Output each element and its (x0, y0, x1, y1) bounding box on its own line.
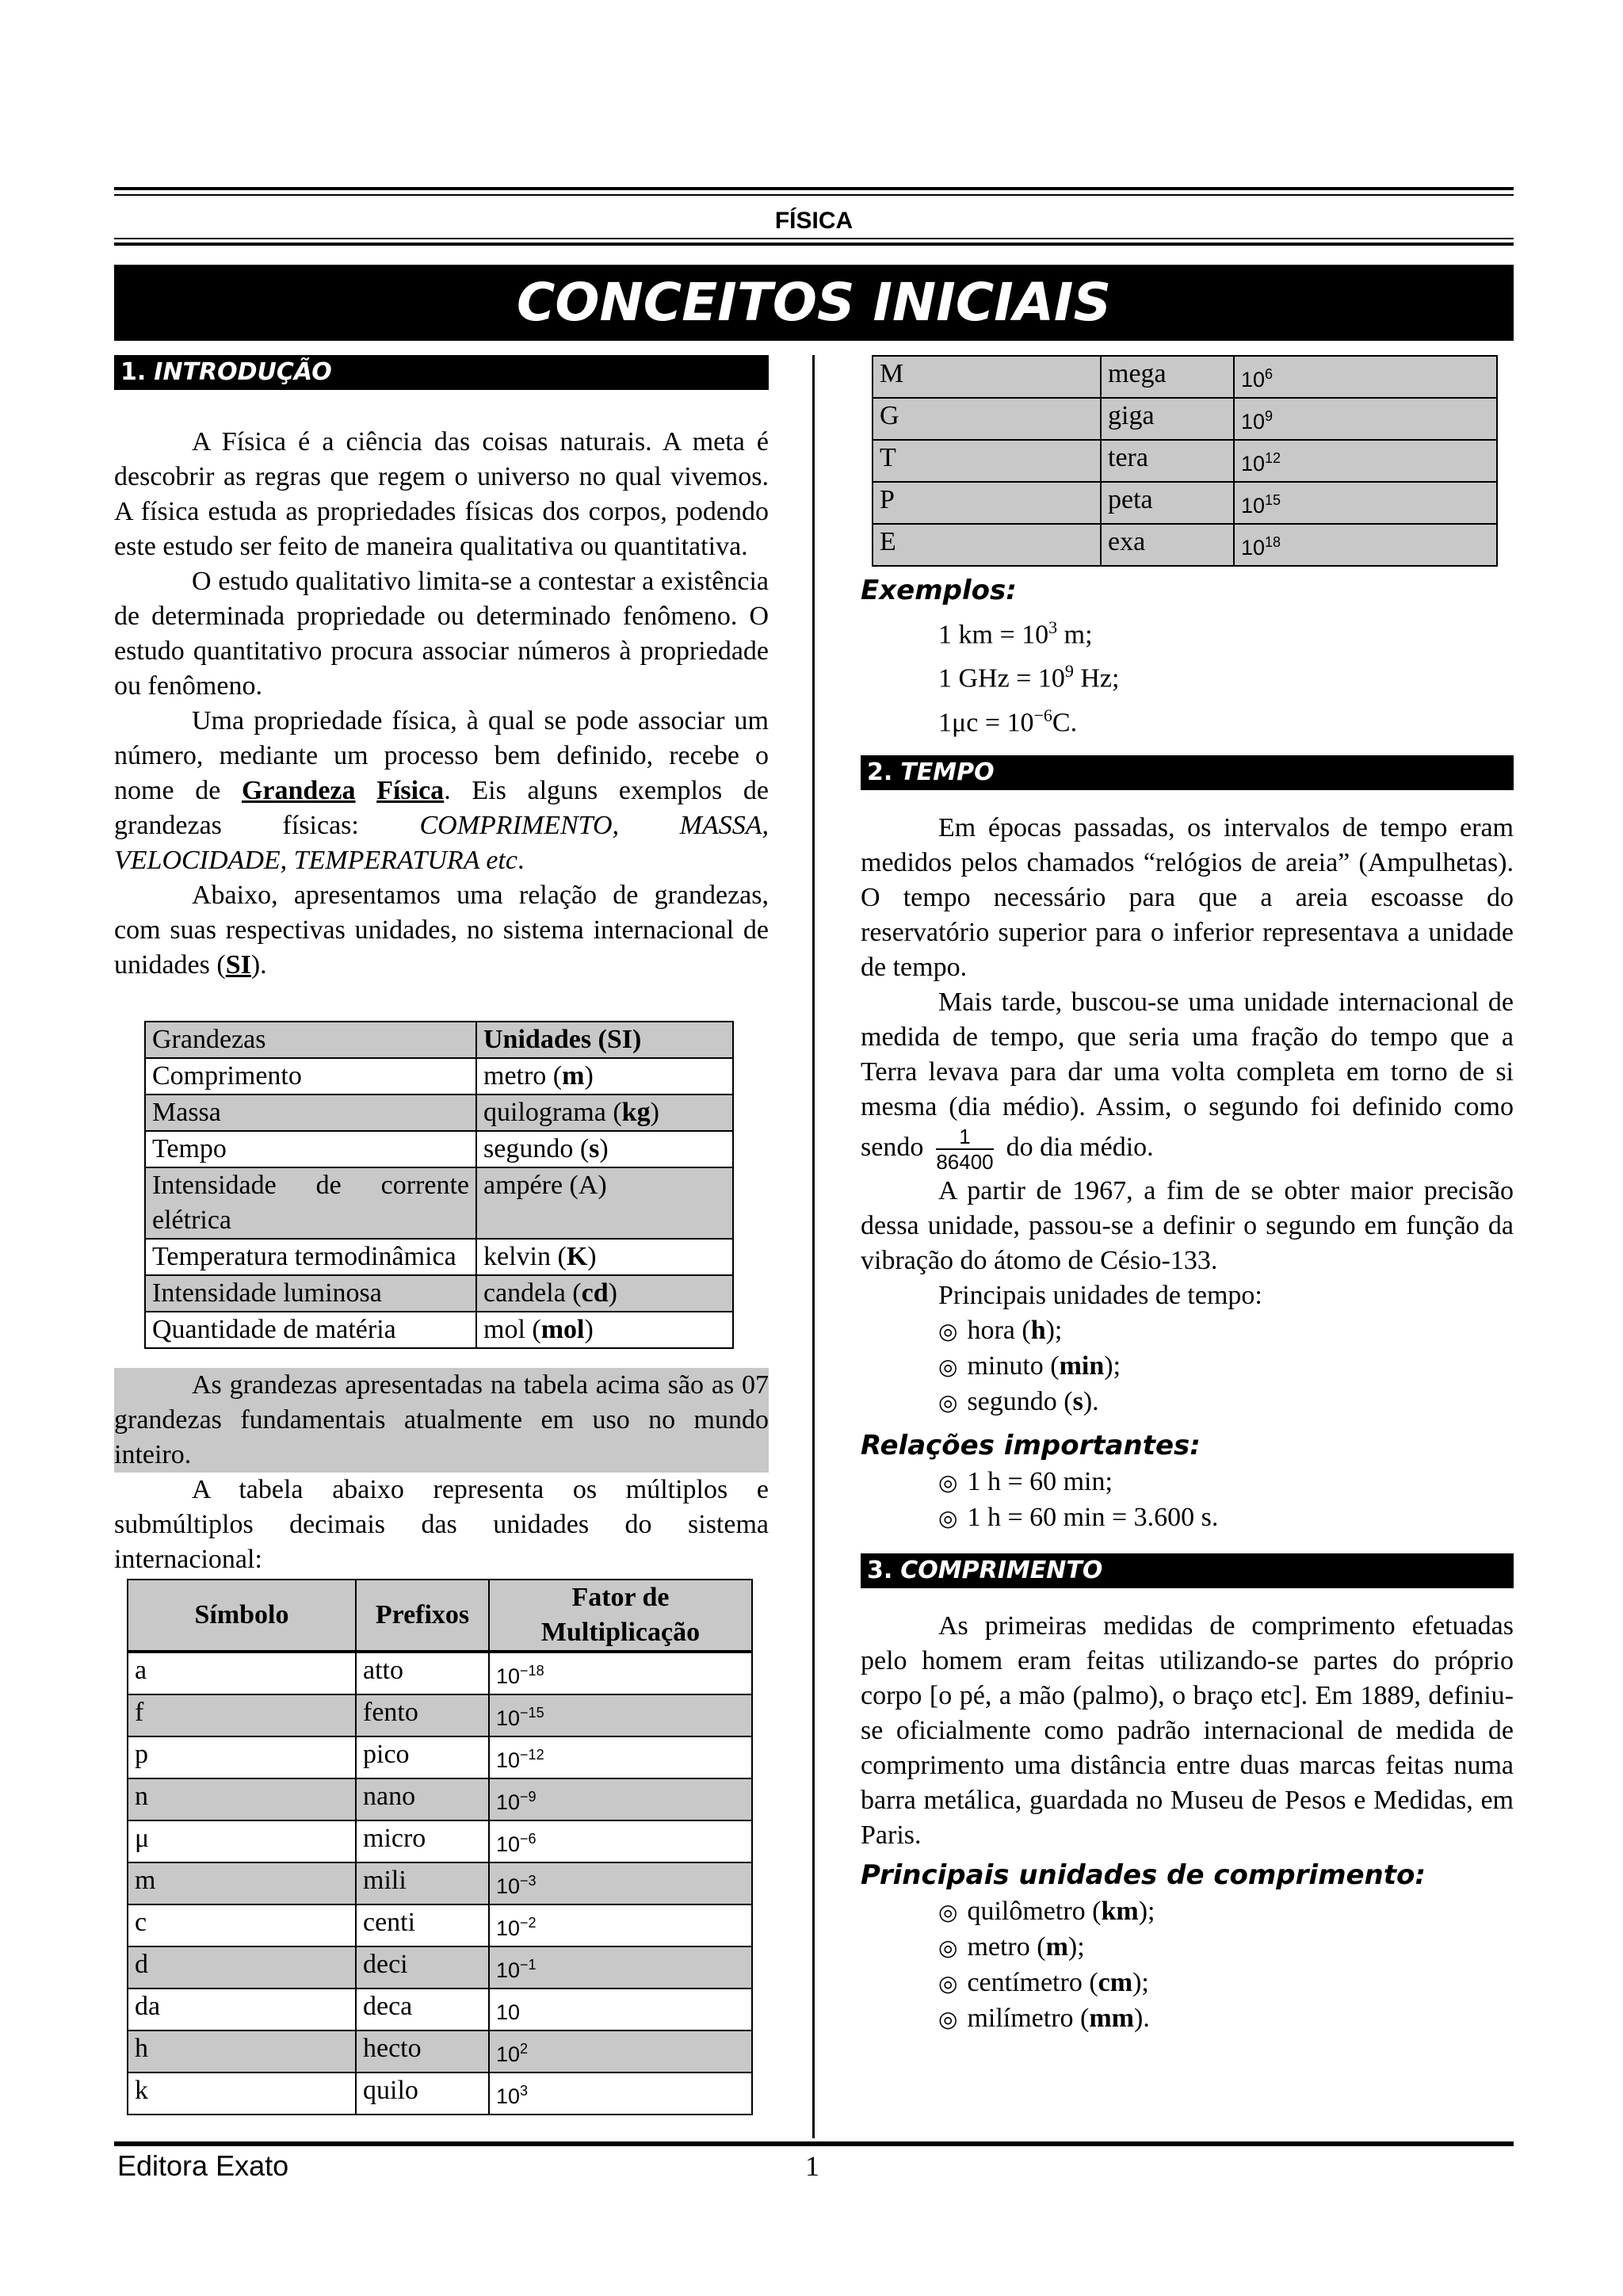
factor-cell (489, 1946, 752, 1988)
unit-cell (476, 1239, 733, 1275)
list-item (861, 1500, 1514, 1536)
unit-symbol: mm (1089, 2003, 1135, 2033)
text-run: Mais tarde, buscou-se uma unidade internacional de medida de tempo, que seria uma fração do tempo que a Terra levava para dar uma volta completa em torno de si mesma (dia médio). Assim, o segundo foi definido como sendo (861, 987, 1514, 1162)
bullseye-icon: ◎ (938, 1353, 958, 1380)
footer-rule (114, 2141, 1514, 2146)
unit-symbol: cm (1098, 1967, 1133, 1997)
prefix-cell: pico (356, 1736, 489, 1778)
text-run: quilômetro ( (967, 1896, 1102, 1926)
factor-base: 10 (496, 1790, 521, 1814)
list-item (861, 1465, 1514, 1500)
units-table (144, 1021, 734, 1349)
table-row (128, 1862, 752, 1904)
relation-text: 1 h = 60 min; (967, 1466, 1113, 1496)
prefix-cell: mega (1101, 356, 1234, 398)
unit-name: metro ( (483, 1061, 563, 1091)
exponent: −6 (1033, 705, 1052, 725)
text-run: Hz; (1073, 663, 1120, 693)
tempo-paragraph-1: Em épocas passadas, os intervalos de tempo eram medidos pelos chamados “relógios de areia” (Ampulhetas). O tempo necessário para que a areia escoasse do reservatório superior para o inferior representava a unidade de tempo. (861, 812, 1514, 982)
symbol-cell: n (128, 1778, 356, 1820)
fraction-denominator: 86400 (936, 1149, 994, 1174)
section-title: INTRODUÇÃO (154, 358, 332, 386)
prefix-cell: tera (1101, 440, 1234, 482)
fraction (936, 1125, 993, 1174)
text-run: ); (1067, 1931, 1085, 1962)
factor-base: 10 (496, 1874, 521, 1898)
table-row (128, 1904, 752, 1946)
unit-name: kelvin ( (483, 1242, 567, 1271)
text-run: milímetro ( (967, 2003, 1090, 2033)
text-run: ); (1104, 1350, 1121, 1381)
symbol-cell: f (128, 1694, 356, 1736)
table-row (128, 1736, 752, 1778)
bullseye-icon: ◎ (938, 1898, 958, 1925)
text-run: . Eis alguns exemplos de grandezas físicas: (114, 776, 769, 840)
factor-base: 10 (496, 2000, 521, 2024)
tempo-paragraph-2 (861, 985, 1514, 1174)
bullseye-icon: ◎ (938, 1504, 958, 1531)
symbol-cell: P (873, 482, 1101, 524)
factor-cell (489, 1988, 752, 2030)
tempo-paragraph-4: Principais unidades de tempo: (938, 1280, 1262, 1310)
table-row (145, 1239, 733, 1275)
table-row (128, 2073, 752, 2115)
factor-cell (489, 1652, 752, 1694)
factor-base: 10 (496, 1706, 521, 1730)
quantity-cell: Intensidade luminosa (145, 1275, 476, 1312)
factor-exponent: −12 (520, 1747, 544, 1763)
factor-exponent: 2 (520, 2041, 529, 2057)
unit-symbol: K (566, 1242, 588, 1271)
exponent: 3 (1048, 617, 1058, 637)
bullseye-icon: ◎ (938, 1469, 958, 1496)
unit-symbol: mol (540, 1315, 585, 1344)
length-units-heading: Principais unidades de comprimento: (861, 1859, 1426, 1891)
text-run: ) (608, 1278, 617, 1308)
factor-base: 10 (496, 2084, 521, 2108)
subject-label: FÍSICA (774, 208, 854, 234)
text-run: metro ( (967, 1931, 1046, 1962)
exponent: 9 (1064, 661, 1074, 682)
examples-heading: Exemplos: (861, 575, 1017, 606)
table-row (128, 1820, 752, 1862)
factor-base: 10 (1241, 494, 1266, 518)
prefix-cell: deca (356, 1988, 489, 2030)
quantity-cell: Massa (145, 1095, 476, 1131)
bullseye-icon: ◎ (938, 1969, 958, 1996)
header-rule-bottom-thick (114, 243, 1514, 246)
unit-name: quilograma ( (483, 1098, 622, 1127)
factor-exponent: 9 (1265, 408, 1274, 424)
factor-exponent: −6 (520, 1831, 537, 1847)
factor-cell (489, 2073, 752, 2115)
factor-cell (1234, 482, 1497, 524)
prefix-cell: centi (356, 1904, 489, 1946)
section-title: COMPRIMENTO (900, 1556, 1103, 1584)
symbol-cell: T (873, 440, 1101, 482)
list-item (861, 1313, 1514, 1349)
factor-base: 10 (1241, 536, 1266, 560)
factor-exponent: 3 (520, 2083, 529, 2099)
table-row (873, 356, 1497, 398)
quantity-cell: Intensidade de corrente elétrica (145, 1167, 476, 1239)
factor-cell (489, 1904, 752, 1946)
symbol-cell: p (128, 1736, 356, 1778)
prefix-cell: giga (1101, 398, 1234, 440)
header-cell: Unidades (SI) (476, 1022, 733, 1058)
header-cell: Fator de Multiplicação (489, 1580, 752, 1651)
prefix-cell: micro (356, 1820, 489, 1862)
text-run: 1 km = 10 (938, 620, 1049, 650)
text-run: C. (1052, 707, 1078, 737)
symbol-cell: E (873, 524, 1101, 566)
prefix-cell: atto (356, 1652, 489, 1694)
factor-base: 10 (496, 2042, 521, 2066)
page-number: 1 (805, 2150, 819, 2182)
text-run: ). (1083, 1386, 1099, 1416)
intro-paragraph-1: A Física é a ciência das coisas naturais. A meta é descobrir as regras que regem o universo no qual vivemos. A física estuda as propriedades físicas dos corpos, podendo este estudo ser feito de maneira qualitativa ou quantitativa. (114, 427, 769, 561)
factor-exponent: 15 (1265, 492, 1281, 508)
publisher-name: Editora Exato (117, 2149, 289, 2182)
intro-paragraph-3 (114, 704, 769, 878)
header-cell: Grandezas (145, 1022, 476, 1058)
page-title: CONCEITOS INICIAIS (114, 265, 1514, 341)
table-row (145, 1131, 733, 1167)
unit-symbol: m (1045, 1931, 1068, 1962)
table-row (145, 1275, 733, 1312)
table-row (128, 1652, 752, 1694)
table-row (873, 398, 1497, 440)
factor-exponent: −2 (520, 1915, 537, 1931)
text-run: Uma propriedade física, à qual se pode associar um número, mediante um processo bem definido, recebe o nome de (114, 706, 769, 805)
symbol-cell: h (128, 2030, 356, 2073)
unit-symbol: km (1101, 1896, 1139, 1926)
bullseye-icon: ◎ (938, 1934, 958, 1961)
factor-exponent: 12 (1265, 450, 1281, 466)
factor-cell (489, 1778, 752, 1820)
factor-cell (489, 1736, 752, 1778)
example-line (861, 697, 1514, 741)
quantity-cell: Temperatura termodinâmica (145, 1239, 476, 1275)
prefix-table-body (127, 1652, 753, 2115)
text-run: m; (1057, 620, 1093, 650)
relation-text: 1 h = 60 min = 3.600 s. (967, 1502, 1219, 1532)
unit-name: segundo ( (483, 1134, 590, 1163)
table-row (128, 1580, 752, 1651)
factor-exponent: −9 (520, 1789, 537, 1805)
column-divider (812, 355, 815, 2138)
text-run: ); (1132, 1967, 1149, 1997)
bullseye-icon: ◎ (938, 2005, 958, 2032)
text-run: ). (1134, 2003, 1150, 2033)
term-fisica: Física (376, 776, 445, 805)
unit-name: candela ( (483, 1278, 582, 1308)
unit-symbol: m (562, 1061, 585, 1091)
prefix-table (127, 1579, 753, 1652)
table-row (873, 524, 1497, 566)
text-run: hora ( (967, 1315, 1031, 1345)
prefix-cell: peta (1101, 482, 1234, 524)
unit-cell (476, 1312, 733, 1348)
prefix-cell: quilo (356, 2073, 489, 2115)
text-run: ) (584, 1315, 594, 1344)
text-run: Abaixo, apresentamos uma relação de grandezas, com suas respectivas unidades, no sistema internacional de unidades ( (114, 881, 769, 980)
text-run: ) (650, 1098, 659, 1127)
symbol-cell: da (128, 1988, 356, 2030)
factor-exponent: −15 (520, 1705, 544, 1721)
section-heading-comprimento (861, 1553, 1514, 1588)
symbol-cell: k (128, 2073, 356, 2115)
header-cell: Símbolo (128, 1580, 356, 1651)
quantity-cell: Quantidade de matéria (145, 1312, 476, 1348)
factor-cell (489, 1820, 752, 1862)
table-row (128, 1778, 752, 1820)
relations-heading: Relações importantes: (861, 1429, 1201, 1461)
factor-cell (489, 2030, 752, 2073)
factor-base: 10 (496, 1958, 521, 1982)
factor-exponent: −1 (520, 1957, 537, 1973)
tempo-paragraph-3: A partir de 1967, a fim de se obter maior precisão dessa unidade, passou-se a definir o segundo em função da vibração do átomo de Césio-133. (861, 1175, 1514, 1275)
table-row (128, 2030, 752, 2073)
text-run: ) (584, 1061, 594, 1091)
quantity-cell: Comprimento (145, 1058, 476, 1095)
factor-base: 10 (1241, 452, 1266, 476)
prefix-cell: fento (356, 1694, 489, 1736)
symbol-cell: d (128, 1946, 356, 1988)
unit-cell (476, 1131, 733, 1167)
prefix-cell: mili (356, 1862, 489, 1904)
term-grandeza: Grandeza (241, 776, 356, 805)
left-column (114, 355, 769, 2115)
symbol-cell: M (873, 356, 1101, 398)
unit-symbol: h (1030, 1315, 1046, 1345)
unit-cell (476, 1167, 733, 1239)
comprimento-paragraph-1: As primeiras medidas de comprimento efetuadas pelo homem eram feitas utilizando-se partes do próprio corpo [o pé, a mão (palmo), o braço etc]. Em 1889, definiu-se oficialmente como padrão internacional de medida de comprimento uma distância entre duas marcas feitas numa barra metálica, guardada no Museu de Pesos e Medidas, em Paris. (861, 1610, 1514, 1850)
factor-base: 10 (1241, 410, 1266, 434)
table-row (873, 440, 1497, 482)
list-item (861, 1349, 1514, 1385)
symbol-cell: c (128, 1904, 356, 1946)
bullseye-icon: ◎ (938, 1389, 958, 1415)
text-run: ); (1045, 1315, 1063, 1345)
fraction-numerator: 1 (936, 1125, 993, 1150)
section-number: 3. (867, 1556, 893, 1584)
factor-cell (1234, 440, 1497, 482)
header-cell: Prefixos (356, 1580, 489, 1651)
factor-cell (489, 1694, 752, 1736)
symbol-cell: μ (128, 1820, 356, 1862)
text-run: . (517, 846, 525, 875)
quantity-cell: Tempo (145, 1131, 476, 1167)
factor-base: 10 (496, 1832, 521, 1856)
unit-symbol: s (589, 1134, 600, 1163)
unit-cell (476, 1095, 733, 1131)
table-row (145, 1022, 733, 1058)
right-column (861, 355, 1514, 2037)
intro-paragraph-6: A tabela abaixo representa os múltiplos e submúltiplos decimais das unidades do sistema internacional: (114, 1475, 769, 1574)
header-rule-top (114, 187, 1514, 190)
intro-paragraph-4 (114, 878, 769, 983)
unit-cell (476, 1058, 733, 1095)
fundamental-note: As grandezas apresentadas na tabela acima são as 07 grandezas fundamentais atualmente em uso no mundo inteiro. (114, 1368, 769, 1473)
table-row (873, 482, 1497, 524)
unit-name: ampére (A) (483, 1171, 607, 1200)
factor-cell (489, 1862, 752, 1904)
table-row (145, 1058, 733, 1095)
prefix-table-continued (872, 355, 1498, 567)
factor-base: 10 (496, 1664, 521, 1688)
unit-cell (476, 1275, 733, 1312)
table-row (128, 1946, 752, 1988)
factor-exponent: −18 (520, 1663, 544, 1679)
intro-paragraph-2: O estudo qualitativo limita-se a contestar a existência de determinada propriedade ou determinado fenômeno. O estudo quantitativo procura associar números à propriedade ou fenômeno. (114, 567, 769, 701)
prefix-cell: deci (356, 1946, 489, 1988)
bullseye-icon: ◎ (938, 1317, 958, 1344)
text-run: segundo ( (967, 1386, 1073, 1416)
symbol-cell: a (128, 1652, 356, 1694)
text-run: minuto ( (967, 1350, 1060, 1381)
text-run: 1 GHz = 10 (938, 663, 1065, 693)
text-run: do dia médio. (1006, 1132, 1154, 1162)
prefix-cell: nano (356, 1778, 489, 1820)
unit-symbol: kg (621, 1098, 651, 1127)
text-run: centímetro ( (967, 1967, 1098, 1997)
unit-symbol: s (1072, 1386, 1083, 1416)
symbol-cell: G (873, 398, 1101, 440)
factor-exponent: 18 (1265, 534, 1281, 550)
factor-cell (1234, 356, 1497, 398)
text-run: 1μc = 10 (938, 707, 1034, 737)
symbol-cell: m (128, 1862, 356, 1904)
table-row (145, 1167, 733, 1239)
prefix-cell: hecto (356, 2030, 489, 2073)
table-row (145, 1312, 733, 1348)
factor-cell (1234, 524, 1497, 566)
unit-name: mol ( (483, 1315, 541, 1344)
examples-list-text: COMPRIMENTO, MASSA, VELOCIDADE, TEMPERATURA etc (114, 811, 769, 875)
section-title: TEMPO (900, 758, 995, 786)
factor-base: 10 (1241, 368, 1266, 392)
text-run: ). (250, 950, 267, 980)
text-run: ); (1138, 1896, 1155, 1926)
list-item (861, 1894, 1514, 1930)
factor-base: 10 (496, 1748, 521, 1772)
term-si: SI (225, 950, 251, 980)
factor-base: 10 (496, 1916, 521, 1940)
list-item (861, 1385, 1514, 1420)
list-item (861, 1966, 1514, 2001)
text-run: ) (599, 1134, 609, 1163)
unit-symbol: cd (581, 1278, 609, 1308)
list-item (861, 2001, 1514, 2037)
text-run: ) (587, 1242, 597, 1271)
factor-exponent: −3 (520, 1873, 537, 1889)
section-heading-introducao (114, 355, 769, 390)
table-row (128, 1694, 752, 1736)
example-line (861, 653, 1514, 697)
section-number: 2. (867, 758, 893, 786)
section-heading-tempo (861, 755, 1514, 790)
header-rule-top-thin (114, 194, 1514, 196)
section-number: 1. (120, 358, 147, 386)
list-item (861, 1930, 1514, 1966)
header-rule-bottom (114, 238, 1514, 239)
table-row (128, 1988, 752, 2030)
factor-cell (1234, 398, 1497, 440)
example-line (861, 609, 1514, 653)
prefix-cell: exa (1101, 524, 1234, 566)
factor-exponent: 6 (1265, 366, 1274, 382)
table-row (145, 1095, 733, 1131)
unit-symbol: min (1059, 1350, 1105, 1381)
